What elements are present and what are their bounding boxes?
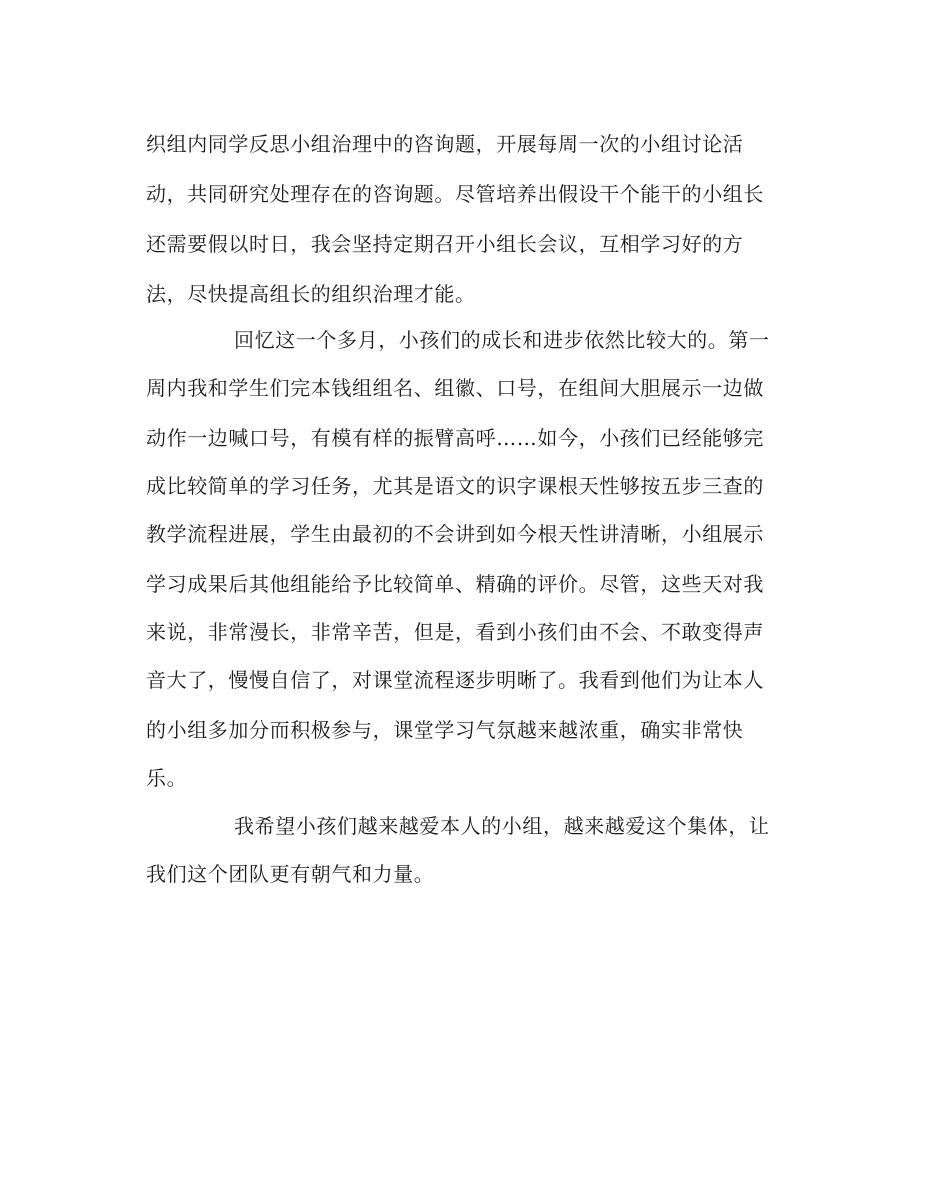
paragraph-2-line-2: 周内我和学生们完本钱组组名、组徽、口号，在组间大胆展示一边做 [146, 376, 764, 400]
paragraph-3-line-2: 我们这个团队更有朝气和力量。 [146, 862, 435, 886]
paragraph-2-line-5: 教学流程进展，学生由最初的不会讲到如今根天性讲清晰，小组展示 [146, 522, 764, 546]
paragraph-2-line-10: 乐。 [146, 766, 188, 790]
paragraph-2-line-6: 学习成果后其他组能给予比较简单、精确的评价。尽管，这些天对我 [146, 572, 764, 596]
paragraph-1-line-1: 织组内同学反思小组治理中的咨询题，开展每周一次的小组讨论活 [146, 132, 744, 156]
paragraph-2-line-7: 来说，非常漫长，非常辛苦，但是，看到小孩们由不会、不敢变得声 [146, 620, 764, 644]
paragraph-2-line-9: 的小组多加分而积极参与，课堂学习气氛越来越浓重，确实非常快 [146, 718, 744, 742]
paragraph-2-line-1: 回忆这一个多月，小孩们的成长和进步依然比较大的。第一 [234, 328, 770, 352]
paragraph-1-line-4: 法，尽快提高组长的组织治理才能。 [146, 282, 476, 306]
paragraph-1-line-2: 动，共同研究处理存在的咨询题。尽管培养出假设干个能干的小组长 [146, 182, 764, 206]
paragraph-1-line-3: 还需要假以时日，我会坚持定期召开小组长会议，互相学习好的方 [146, 232, 744, 256]
paragraph-3-line-1: 我希望小孩们越来越爱本人的小组，越来越爱这个集体，让 [234, 814, 770, 838]
paragraph-2-line-4: 成比较简单的学习任务，尤其是语文的识字课根天性够按五步三查的 [146, 474, 764, 498]
paragraph-2-line-3: 动作一边喊口号，有模有样的振臂高呼……如今，小孩们已经能够完 [146, 426, 764, 450]
paragraph-2-line-8: 音大了，慢慢自信了，对课堂流程逐步明晰了。我看到他们为让本人 [146, 668, 764, 692]
